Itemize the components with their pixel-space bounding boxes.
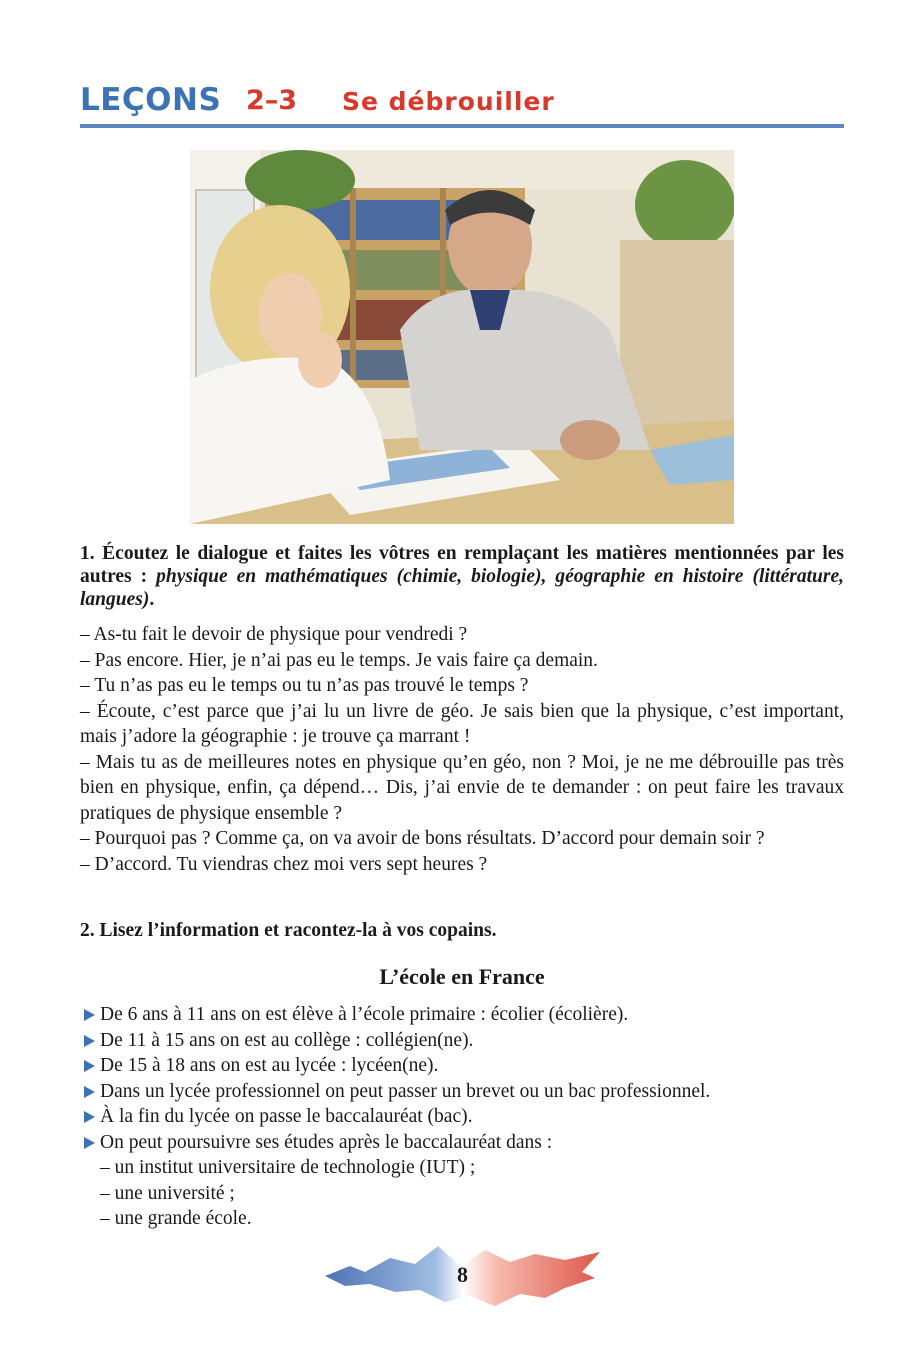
sublist-item: – une grande école.	[100, 1208, 252, 1229]
exercise-1-number: 1.	[80, 543, 95, 564]
dialogue	[80, 622, 844, 877]
list-item-text: Dans un lycée professionnel on peut passer un brevet ou un bac professionnel.	[100, 1080, 711, 1102]
exercise-1-italic: physique en mathématiques (chimie, biologie), géographie en histoire (littérature, langues)	[80, 566, 844, 610]
lesson-title: Se débrouiller	[342, 87, 555, 116]
list-item	[84, 1053, 854, 1079]
bullet-triangle-icon	[84, 1137, 95, 1149]
lesson-label: LEÇONS	[80, 82, 222, 118]
exercise-1-end: .	[149, 589, 155, 610]
exercise-2-text: Lisez l’information et racontez-la à vos copains.	[99, 920, 497, 941]
dialogue-line: – Pourquoi pas ? Comme ça, on va avoir de bons résultats. D’accord pour demain soir ?	[80, 828, 765, 849]
photo-illustration	[190, 150, 734, 524]
list-item-text: À la fin du lycée on passe le baccalauréat (bac).	[100, 1106, 473, 1127]
lesson-header	[80, 82, 844, 122]
bullet-triangle-icon	[84, 1111, 95, 1123]
bullet-triangle-icon	[84, 1060, 95, 1072]
sublist-item: – un institut universitaire de technologie (IUT) ;	[100, 1157, 476, 1178]
list-item-text: De 15 à 18 ans on est au lycée : lycéen(ne).	[100, 1055, 439, 1076]
classroom-photo	[190, 150, 734, 524]
list-item-text: De 11 à 15 ans on est au collège : collégien(ne).	[100, 1029, 474, 1051]
dialogue-line: – Tu n’as pas eu le temps ou tu n’as pas trouvé le temps ?	[80, 675, 529, 696]
dialogue-line: – Mais tu as de meilleures notes en physique qu’en géo, non ? Moi, je ne me débrouille pas très bien en physique, enfin, ça dépend… Dis, j’ai envie de te demander : on peut faire les travaux pratiques de physique ensemble ?	[80, 751, 844, 824]
bullet-triangle-icon	[84, 1035, 95, 1047]
header-rule	[80, 124, 844, 128]
lesson-number: 2–3	[246, 85, 298, 116]
school-info-list	[84, 1002, 854, 1232]
dialogue-line: – D’accord. Tu viendras chez moi vers sept heures ?	[80, 853, 488, 875]
sublist-item: – une université ;	[100, 1182, 235, 1204]
exercise-2-instruction	[80, 920, 844, 942]
list-item	[84, 1028, 854, 1054]
bullet-triangle-icon	[84, 1086, 95, 1098]
bullet-triangle-icon	[84, 1009, 95, 1021]
exercise-2-number: 2.	[80, 920, 95, 941]
list-item	[84, 1130, 854, 1156]
list-item	[84, 1104, 854, 1130]
dialogue-line: – Écoute, c’est parce que j’ai lu un livre de géo. Je sais bien que la physique, c’est important, mais j’adore la géographie : je trouve ça marrant !	[80, 700, 844, 747]
exercise-1-text: Écoutez le dialogue et faites les vôtres en remplaçant les matières mentionnées par les autres :	[80, 543, 845, 587]
list-item-text: De 6 ans à 11 ans on est élève à l’école primaire : écolier (écolière).	[100, 1004, 629, 1025]
page-number: 8	[457, 1262, 468, 1287]
exercise-1-instruction	[80, 542, 844, 611]
list-item	[84, 1002, 854, 1028]
dialogue-line: – As-tu fait le devoir de physique pour vendredi ?	[80, 624, 468, 645]
list-item	[84, 1079, 854, 1105]
section-title: L’école en France	[379, 964, 545, 989]
dialogue-line: – Pas encore. Hier, je n’ai pas eu le temps. Je vais faire ça demain.	[80, 649, 598, 671]
list-item-text: On peut poursuivre ses études après le baccalauréat dans :	[100, 1131, 553, 1153]
